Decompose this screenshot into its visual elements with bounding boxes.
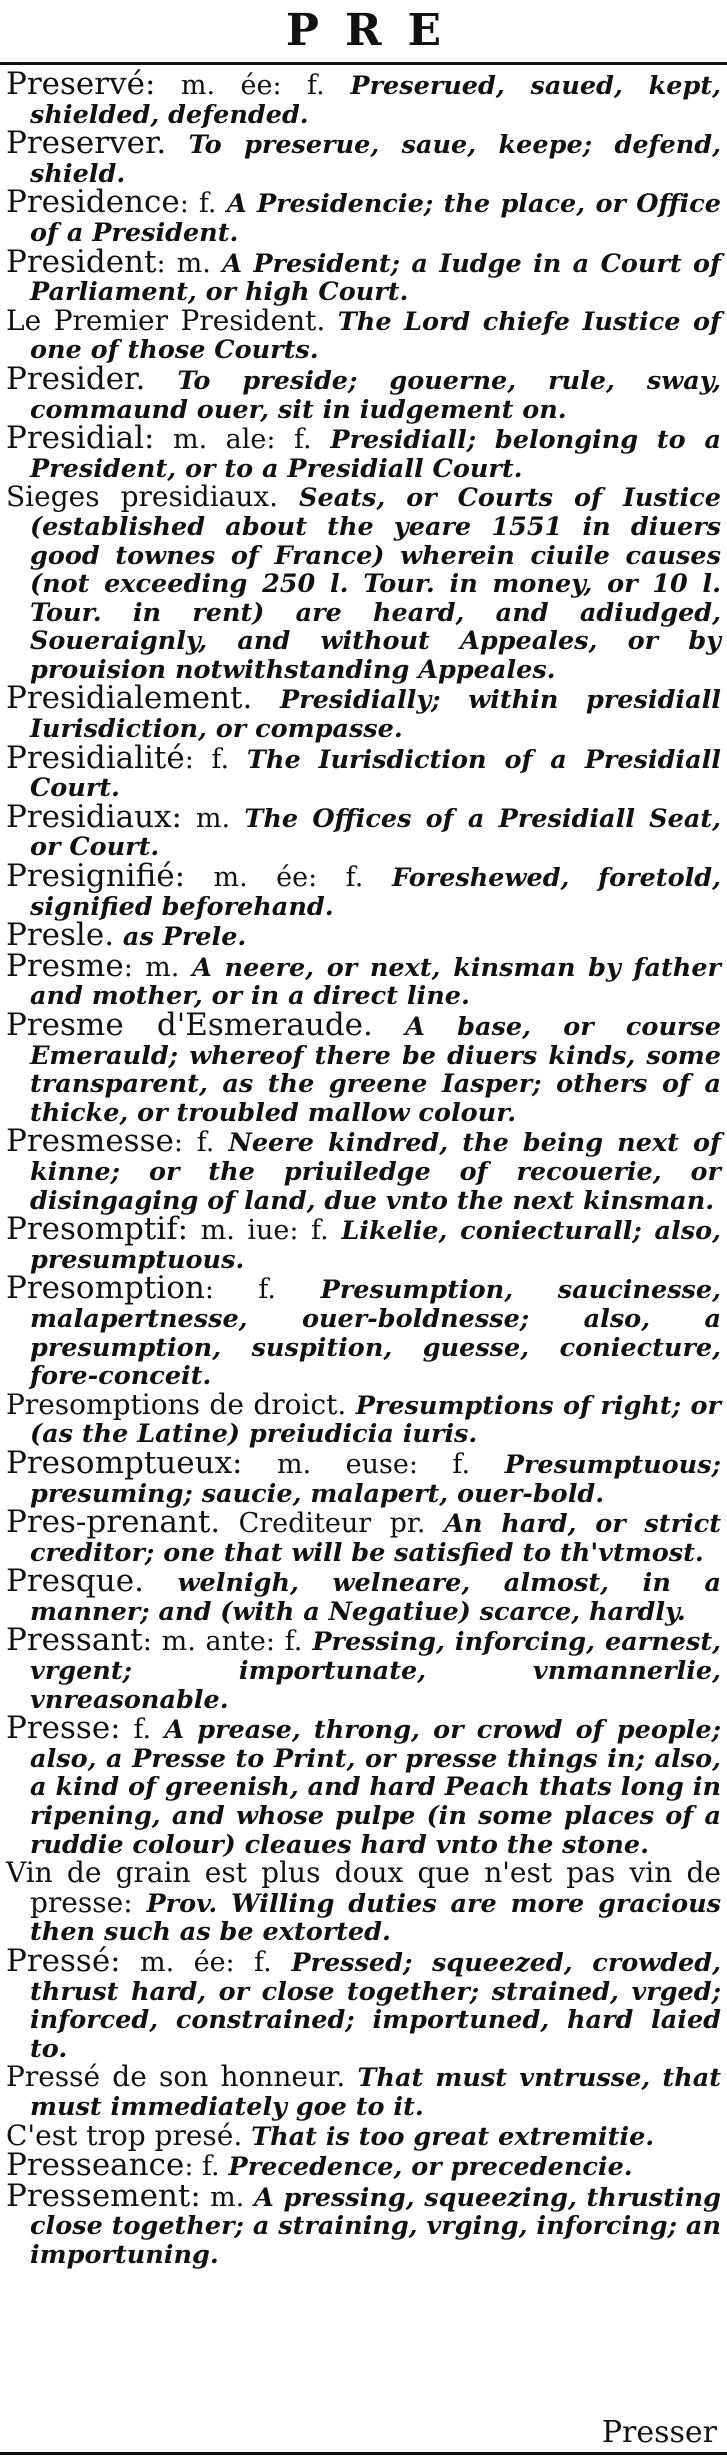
entry-text [6, 360, 721, 425]
headword: Presidial: [6, 420, 155, 457]
definition: Foreshewed, foretold, signified beforehand. [30, 863, 721, 922]
grammar-note: : m. [156, 247, 211, 279]
headword: Presseance [6, 2147, 185, 2184]
entry-text [6, 243, 721, 308]
sub-headword: Pressé de son honneur. [6, 2060, 346, 2094]
headword: Presle. [6, 917, 115, 954]
entry-text [6, 739, 721, 804]
definition: Presidiall; belonging to a President, or to a Presidiall Court. [30, 425, 721, 484]
entry-text [6, 66, 721, 130]
entry-text [6, 1211, 721, 1275]
dictionary-entry [6, 1444, 721, 1509]
sub-headword: C'est trop presé. [6, 2118, 243, 2152]
headword: Pressement: [6, 2177, 201, 2214]
headword: Pres-prenant. [6, 1504, 221, 1541]
definition: Preserued, saued, kept, shielded, defended. [30, 71, 721, 130]
headword: Presmesse [6, 1123, 174, 1160]
definition: To preside; gouerne, rule, sway, commaund ouer, sit in iudgement on. [30, 365, 721, 425]
definition: Pressing, inforcing, earnest, vrgent; importunate, vnmannerlie, vnreasonable. [30, 1627, 721, 1715]
dictionary-entry [6, 798, 721, 863]
page-header: PRE [285, 4, 468, 56]
entry-text [6, 858, 721, 922]
entry-text [6, 1563, 721, 1627]
grammar-note: m. ée: f. [185, 862, 364, 894]
grammar-note: m. ée: f. [120, 1947, 272, 1978]
headword: Presque. [6, 1563, 144, 1600]
definition: A prease, throng, or crowd of people; also, a Presse to Print, or presse things in; also, a kind of greenish, and hard Peach thats long in ripening, and whose pulpe (in some places of a ruddie colour) cleaues hard vnto the stone. [30, 1715, 722, 1860]
dictionary-entry [6, 1622, 721, 1715]
definition: The Iurisdiction of a Presidiall Court. [30, 744, 721, 804]
definition: Precedence, or precedencie. [219, 2152, 633, 2183]
dictionary-entry [6, 858, 721, 922]
grammar-note: : f. [173, 1127, 215, 1159]
grammar-note: m. iue: f. [188, 1215, 329, 1247]
definition: Likelie, coniecturall; also, presumptuous. [30, 1216, 721, 1275]
headword: President [6, 243, 157, 280]
headword: Presse: [6, 1710, 121, 1747]
sub-entry [6, 303, 721, 366]
grammar-note: : m. [123, 951, 180, 983]
definition: A neere, or next, kinsman by father and mother, or in a direct line. [30, 952, 721, 1012]
entry-text [6, 947, 721, 1012]
entry-text [6, 125, 721, 189]
entry-text [6, 680, 721, 745]
headword: Presignifié: [6, 858, 186, 895]
grammar-note: : f. [184, 743, 230, 775]
grammar-note: m. [200, 2181, 245, 2213]
entry-text [6, 1123, 721, 1216]
headword: Presidialement. [6, 680, 253, 717]
sub-headword: Le Premier President. [6, 303, 326, 337]
grammar-note: m. euse: f. [242, 1448, 471, 1480]
dictionary-entry [6, 1211, 721, 1275]
grammar-note: : f. [179, 188, 217, 220]
headword: Presidence [6, 184, 180, 221]
definition: Neere kindred, the being next of kinne; or the priuiledge of recouerie, or disingaging of land, due vnto the next kinsman. [30, 1128, 721, 1216]
definition: A Presidencie; the place, or Office of a President. [30, 189, 721, 248]
grammar-note: m. ée: f. [155, 70, 325, 101]
footer-rule [0, 2452, 727, 2455]
sub-entry [6, 1856, 721, 1948]
header-rule [0, 62, 727, 65]
headword: Presider. [6, 360, 146, 397]
grammar-note: : m. ante: f. [142, 1626, 303, 1658]
dictionary-entry [6, 1504, 721, 1568]
entry-text [6, 798, 721, 863]
definition: Presumptuous; presuming; saucie, malapert, ouer-bold. [30, 1449, 721, 1509]
entry-text [6, 1710, 722, 1860]
headword: Pressant [6, 1622, 143, 1659]
definition: Presidially; within presidiall Iurisdiction, or compasse. [30, 685, 721, 745]
entry-text [6, 2177, 721, 2270]
dictionary-entry [6, 125, 721, 189]
sub-definition: That must vntrusse, that must immediately goe to it. [30, 2063, 722, 2122]
dictionary-entry [6, 1007, 721, 1128]
dictionary-entry [6, 680, 721, 745]
entry-text [6, 1504, 721, 1568]
dictionary-entry [6, 947, 721, 1012]
headword: Presidiaux: [6, 798, 182, 835]
definition: Pressed; squeezed, crowded, thrust hard, or close together; strained, vrged; inforced, constrained; importuned, hard laied to. [30, 1948, 721, 2064]
entry-text [6, 184, 721, 248]
headword: Presomption [6, 1270, 205, 1307]
entries-column [0, 66, 727, 2450]
entry-text [6, 420, 721, 484]
sub-definition: Seats, or Courts of Iustice (established about the yeare 1551 in diuers good townes of France) wherein ciuile causes (not exceeding 250 l. Tour. in money, or 10 l. Tour. in rent) are heard, and adiudged, Soueraignly, and without Appeales, or by prouision notwithstanding Appeales. [30, 483, 721, 685]
dictionary-entry [6, 1123, 721, 1216]
entry-text [6, 1444, 721, 1509]
dictionary-entry [6, 1563, 721, 1627]
entry-text [6, 1622, 721, 1715]
definition: A pressing, squeezing, thrusting close together; a straining, vrging, inforcing; an importuning. [30, 2182, 721, 2270]
grammar-note: : f. [184, 2151, 220, 2183]
definition: welnigh, welneare, almost, in a manner; and (with a Negatiue) scarce, hardly. [30, 1568, 721, 1627]
sub-entry [6, 1387, 721, 1450]
dictionary-entry [6, 360, 721, 425]
sub-definition: Presumptions of right; or (as the Latine) preiudicia iuris. [30, 1390, 721, 1450]
grammar-note: : f. [204, 1274, 276, 1306]
definition: A base, or course Emerauld; whereof there be diuers kinds, some transparent, as the greene Iasper; others of a thicke, or troubled mallow colour. [30, 1012, 721, 1128]
dictionary-entry [6, 739, 721, 804]
definition: Presumption, saucinesse, malapertnesse, ouer-boldnesse; also, a presumption, suspition, guesse, coniecture, fore-conceit. [30, 1275, 722, 1392]
dictionary-entry [6, 184, 721, 248]
sub-entry [6, 480, 721, 685]
headword: Presme [6, 947, 124, 984]
grammar-note: f. [120, 1714, 152, 1746]
sub-definition: That is too great extremitie. [242, 2121, 655, 2152]
dictionary-entry [6, 1943, 722, 2152]
sub-entry [6, 2060, 722, 2122]
definition: An hard, or strict creditor; one that will be satisfied to th'vtmost. [30, 1509, 721, 1568]
headword: Presme d'Esmeraude. [6, 1007, 373, 1043]
definition: A President; a Iudge in a Court of Parliament, or high Court. [30, 248, 721, 308]
dictionary-entry [6, 1270, 722, 1450]
dictionary-entry [6, 66, 721, 130]
sub-headword: Presomptions de droict. [6, 1387, 347, 1421]
headword: Presidialité [6, 739, 185, 776]
definition: as Prele. [114, 922, 247, 953]
dictionary-entry [6, 1710, 722, 1948]
definition: To preserue, saue, keepe; defend, shield. [30, 130, 721, 189]
definition: The Offices of a Presidiall Seat, or Court. [30, 803, 721, 863]
sub-headword: Sieges presidiaux. [6, 480, 279, 514]
sub-definition: Prov. Willing duties are more gracious then such as be extorted. [30, 1888, 721, 1948]
sub-definition: The Lord chiefe Iustice of one of those Courts. [30, 306, 721, 366]
headword: Preservé: [6, 66, 156, 102]
entry-text [6, 1943, 721, 2064]
headword: Presomptif: [6, 1211, 189, 1248]
headword: Preserver. [6, 125, 167, 162]
entry-text [6, 1007, 721, 1128]
headword: Pressé: [6, 1943, 121, 1979]
dictionary-entry [6, 243, 721, 366]
sub-headword: Vin de grain est plus doux que n'est pas vin de presse: [6, 1856, 721, 1919]
grammar-note: Crediteur pr. [220, 1508, 426, 1540]
grammar-note: m. [181, 802, 231, 834]
catchword: Presser [601, 2415, 717, 2450]
grammar-note: m. ale: f. [154, 424, 312, 456]
headword: Presomptueux: [6, 1444, 243, 1481]
dictionary-entry [6, 2177, 721, 2270]
dictionary-entry [6, 420, 721, 685]
entry-text [6, 1270, 722, 1392]
